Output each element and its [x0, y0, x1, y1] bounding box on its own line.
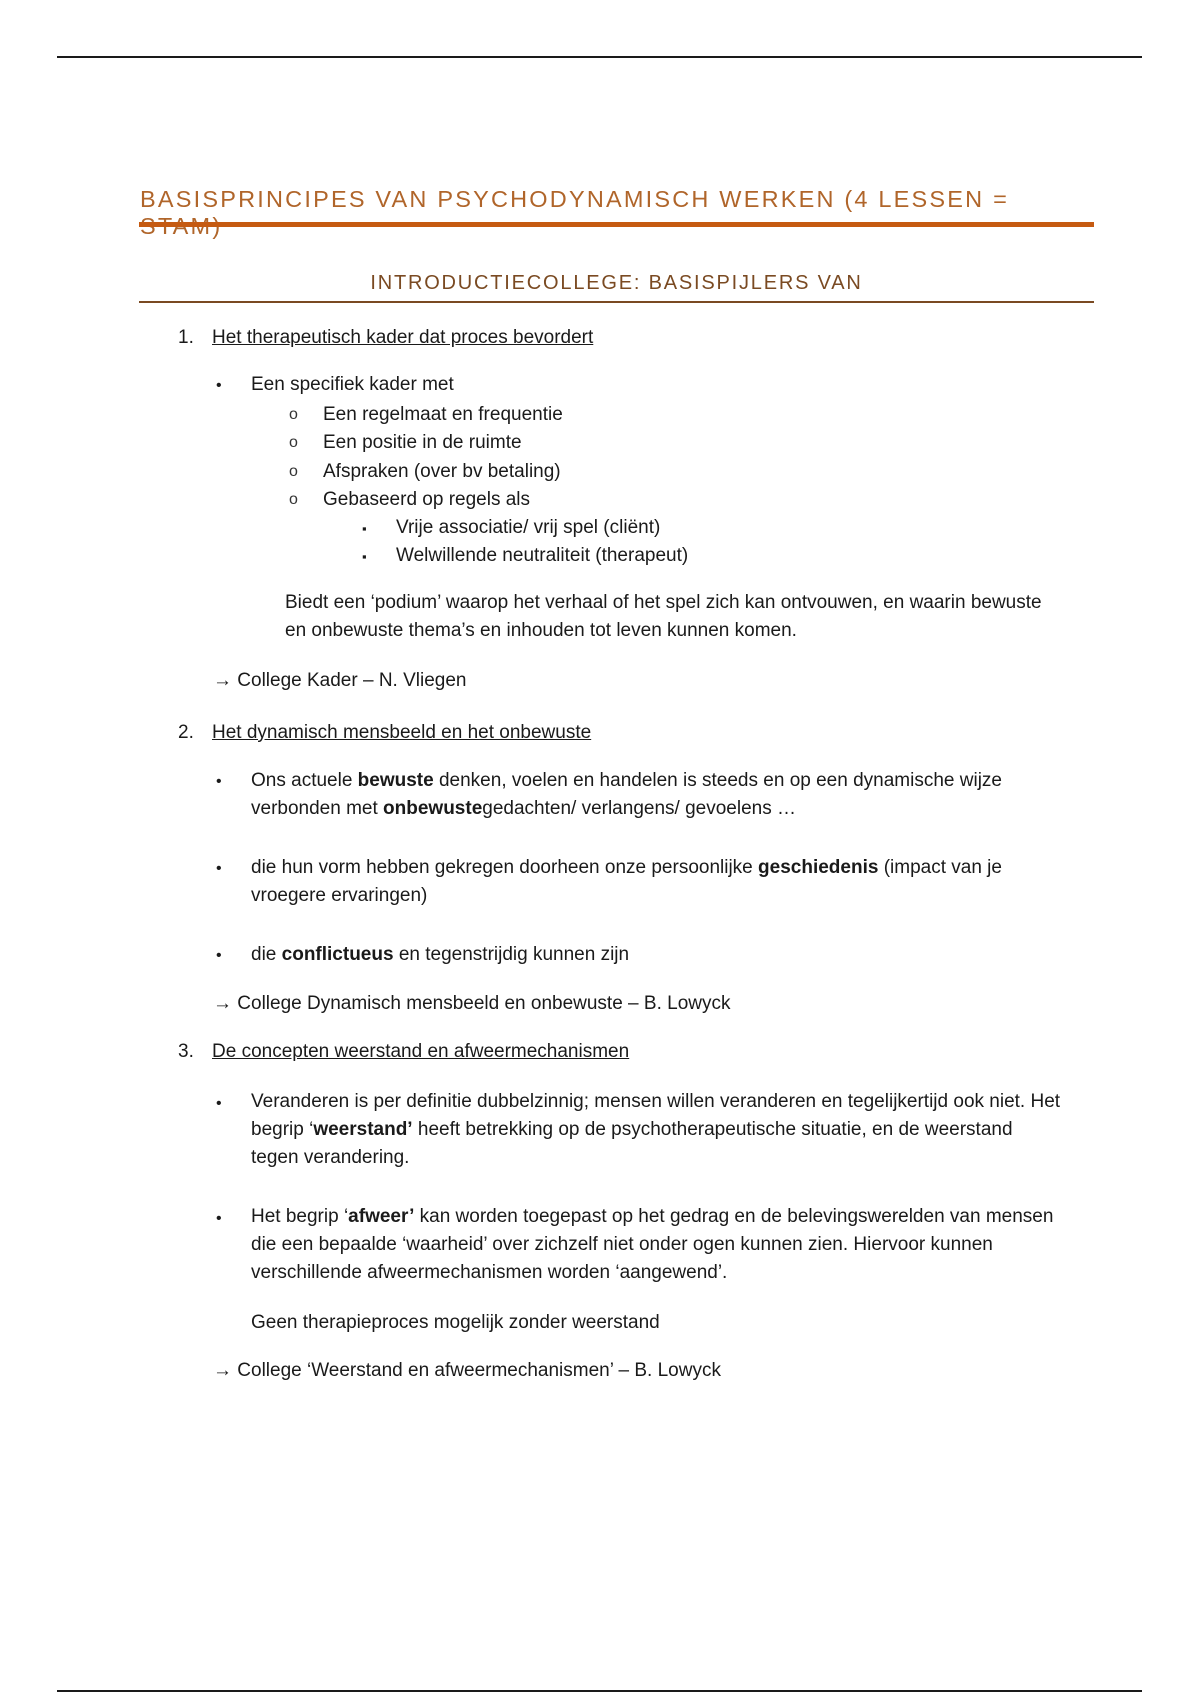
section-1-number: 1. [178, 327, 194, 348]
bullet-icon: • [216, 947, 222, 964]
section-2-heading: Het dynamisch mensbeeld en het onbewuste [212, 722, 592, 743]
reference-text: College ‘Weerstand en afweermechanismen’ – B. Lowyck [237, 1360, 721, 1381]
section-1-subitem: Gebaseerd op regels als [323, 489, 531, 510]
section-1-reference [213, 670, 466, 692]
section-2-number: 2. [178, 722, 194, 743]
page-top-rule [57, 56, 1142, 58]
section-1-note: Biedt een ‘podium’ waarop het verhaal of het spel zich kan ontvouwen, en waarin bewuste en onbewuste thema’s en inhouden tot leven kunnen komen. [285, 592, 1042, 641]
circle-bullet-icon: o [289, 491, 298, 508]
section-3-note: Geen therapieproces mogelijk zonder weerstand [251, 1312, 660, 1333]
section-2-bullet: die hun vorm hebben gekregen doorheen onze persoonlijke geschiedenis (impact van je vroegere ervaringen) [251, 857, 1002, 906]
title-underline [139, 222, 1094, 227]
circle-bullet-icon: o [289, 434, 298, 451]
section-2-reference [213, 993, 731, 1015]
bullet-icon: • [216, 773, 222, 790]
circle-bullet-icon: o [289, 463, 298, 480]
section-1-subsubitem: Welwillende neutraliteit (therapeut) [396, 545, 689, 566]
circle-bullet-icon: o [289, 406, 298, 423]
section-1-subitem: Afspraken (over bv betaling) [323, 461, 561, 482]
bullet-icon: • [216, 1210, 222, 1227]
section-1-subitem: Een positie in de ruimte [323, 432, 522, 453]
section-1-heading: Het therapeutisch kader dat proces bevordert [212, 327, 594, 348]
reference-text: College Kader – N. Vliegen [237, 670, 467, 691]
section-3-bullet: Het begrip ‘afweer’ kan worden toegepast op het gedrag en de belevingswerelden van mensen die een bepaalde ‘waarheid’ over zichzelf niet onder ogen kunnen zien. Hiervoor kunnen verschillende afweermechanismen worden ‘aangewend’. [251, 1206, 1054, 1283]
section-subtitle: INTRODUCTIECOLLEGE: BASISPIJLERS VAN [370, 272, 863, 294]
section-3-heading: De concepten weerstand en afweermechanismen [212, 1041, 630, 1062]
section-2-bullet: Ons actuele bewuste denken, voelen en handelen is steeds en op een dynamische wijze verbonden met onbewustegedachten/ verlangens/ gevoelens … [251, 770, 1002, 819]
square-bullet-icon: ▪ [362, 549, 367, 564]
square-bullet-icon: ▪ [362, 521, 367, 536]
reference-text: College Dynamisch mensbeeld en onbewuste – B. Lowyck [237, 993, 731, 1014]
bullet-icon: • [216, 1095, 222, 1112]
bullet-icon: • [216, 377, 222, 394]
bullet-icon: • [216, 860, 222, 877]
section-3-number: 3. [178, 1041, 194, 1062]
arrow-right-icon: → [213, 993, 232, 1014]
arrow-right-icon: → [213, 1360, 232, 1381]
section-1-subitem: Een regelmaat en frequentie [323, 404, 563, 425]
arrow-right-icon: → [213, 670, 232, 691]
section-1-bullet: Een specifiek kader met [251, 374, 454, 395]
section-3-bullet: Veranderen is per definitie dubbelzinnig; mensen willen veranderen en tegelijkertijd ook niet. Het begrip ‘weerstand’ heeft betrekking op de psychotherapeutische situatie, en de weerstand tegen verandering. [251, 1091, 1061, 1168]
section-3-reference [213, 1360, 721, 1382]
document-title: BASISPRINCIPES VAN PSYCHODYNAMISCH WERKEN (4 LESSEN = [140, 186, 1010, 212]
section-2-bullet: die conflictueus en tegenstrijdig kunnen zijn [251, 944, 630, 965]
subtitle-underline [139, 301, 1094, 303]
page-bottom-rule [57, 1690, 1142, 1692]
section-1-subsubitem: Vrije associatie/ vrij spel (cliënt) [396, 517, 661, 538]
